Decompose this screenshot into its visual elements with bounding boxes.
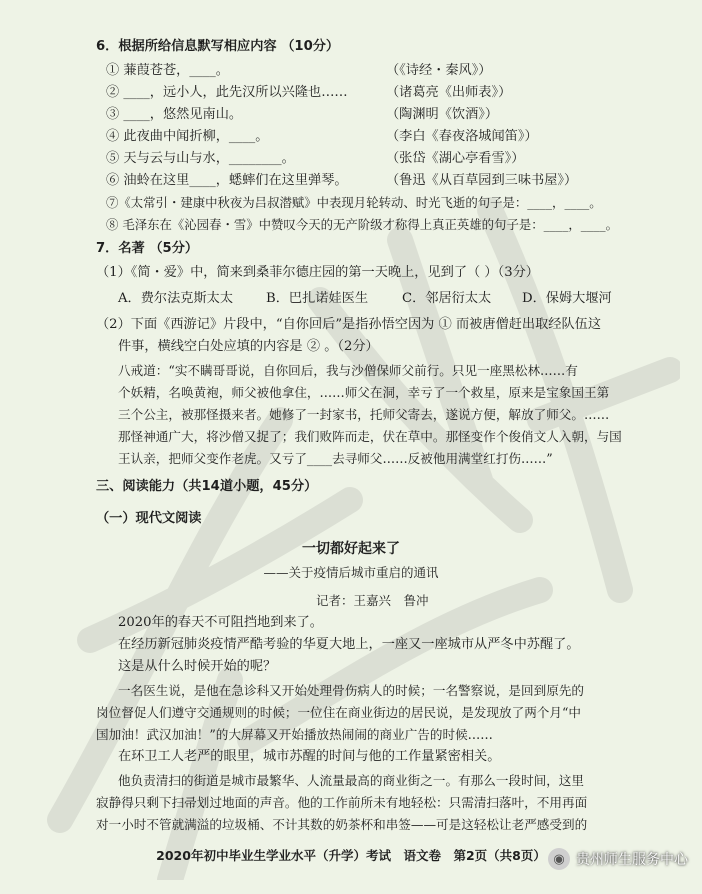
article-paragraph: 这是从什么时候开始的呢？	[118, 659, 277, 674]
section3-subtitle: （一）现代文阅读	[96, 511, 202, 526]
article-paragraph: 2020年的春天不可阻挡地到来了。	[118, 615, 323, 630]
calligraphy-watermark	[20, 120, 680, 880]
passage-line-2: 个妖精，名唤黄袍，师父被他拿住，……师父在洞，幸亏了一个救星，原来是宝象国王第	[118, 385, 610, 400]
article-paragraph: 他负责清扫的街道是城市最繁华、人流量最高的商业街之一。有那么一段时间，这里	[118, 773, 584, 788]
q6-source-6: （鲁迅《从百草园到三味书屋》）	[386, 173, 578, 188]
q6-title: 6．根据所给信息默写相应内容 （10分）	[96, 39, 340, 54]
page-footer: 2020年初中毕业生学业水平（升学）考试 语文卷 第2页（共8页）	[156, 848, 546, 863]
q7-title: 7．名著 （5分）	[96, 241, 199, 256]
q6-item-7: ⑦《太常引・建康中秋夜为吕叔潜赋》中表现月轮转动、时光飞逝的句子是：____，____。	[106, 195, 602, 210]
article-paragraph: 寂静得只剩下扫帚划过地面的声音。他的工作前所未有地轻松：只需清扫落叶，不用再面	[96, 795, 588, 810]
brand-watermark	[548, 848, 688, 870]
wechat-icon: ◉	[548, 848, 570, 870]
q7-sub2-line2: 件事，横线空白处应填的内容是 ② 。（2分）	[118, 339, 379, 354]
article-paragraph: 国加油！武汉加油！”的大屏幕又开始播放热闹闹的商业广告的时候……	[96, 727, 493, 742]
q7-option-a: A．费尔法克斯太太	[118, 291, 234, 306]
q6-source-3: （陶渊明《饮酒》）	[386, 107, 499, 122]
q6-source-4: （李白《春夜洛城闻笛》）	[386, 129, 538, 144]
q6-item-8: ⑧ 毛泽东在《沁园春・雪》中赞叹今天的无产阶级才称得上真正英雄的句子是：____，____。	[106, 217, 618, 232]
q6-item-5: ⑤ 天与云与山与水，________。	[106, 151, 295, 166]
q6-item-1: ① 蒹葭苍苍，____。	[106, 63, 229, 78]
article-paragraph: 岗位督促人们遵守交通规则的时候；一位住在商业街边的居民说，是发现放了两个月“中	[96, 705, 582, 720]
article-paragraph: 在环卫工人老严的眼里，城市苏醒的时间与他的工作量紧密相关。	[118, 749, 501, 764]
q7-sub2-line1: （2）下面《西游记》片段中，“自你回后”是指孙悟空因为 ① 而被唐僧赶出取经队伍这	[96, 317, 602, 332]
q7-option-b: B．巴扎诺娃医生	[266, 291, 369, 306]
article-paragraph: 对一小时不管就满溢的垃圾桶、不计其数的奶茶杯和串签——可是这轻松让老严感受到的	[96, 817, 588, 832]
passage-line-1: 八戒道：“实不瞒哥哥说，自你回后，我与沙僧保师父前行。只见一座黑松林……有	[118, 363, 578, 378]
article-title: 一切都好起来了	[302, 541, 400, 557]
article-paragraph: 一名医生说，是他在急诊科又开始处理骨伤病人的时候；一名警察说，是回到原先的	[118, 683, 584, 698]
q6-item-3: ③ ____，悠然见南山。	[106, 107, 243, 122]
article-byline: 记者：王嘉兴 鲁冲	[316, 593, 429, 608]
q6-source-2: （诸葛亮《出师表》）	[386, 85, 512, 100]
passage-line-3: 三个公主，被那怪摄来者。她修了一封家书，托师父寄去，遂说方便，解放了师父。……	[118, 407, 610, 422]
q6-source-5: （张岱《湖心亭看雪》）	[386, 151, 525, 166]
q6-source-1: （《诗经・秦风》）	[386, 63, 492, 78]
q7-option-c: C．邻居衍太太	[402, 291, 492, 306]
article-paragraph: 在经历新冠肺炎疫情严酷考验的华夏大地上，一座又一座城市从严冬中苏醒了。	[118, 637, 580, 652]
brand-name: 贵州师生服务中心	[576, 852, 688, 868]
passage-line-4: 那怪神通广大，将沙僧又捉了；我们败阵而走，伏在草中。那怪变作个俊俏文人入朝，与国	[118, 429, 622, 444]
q7-sub1: （1）《简・爱》中，简来到桑菲尔德庄园的第一天晚上，见到了（ ）（3分）	[96, 265, 539, 280]
q6-item-4: ④ 此夜曲中闻折柳，____。	[106, 129, 269, 144]
section3-title: 三、阅读能力（共14道小题，45分）	[96, 479, 318, 494]
article-subtitle: ——关于疫情后城市重启的通讯	[263, 565, 439, 580]
passage-line-5: 王认亲，把师父变作老虎。又亏了____去寻师父……反被他用满堂红打伤……”	[118, 451, 553, 466]
q6-item-6: ⑥ 油蛉在这里____，蟋蟀们在这里弹琴。	[106, 173, 348, 188]
q7-option-d: D．保姆大堰河	[522, 291, 612, 306]
q6-item-2: ② ____，远小人，此先汉所以兴隆也……	[106, 85, 348, 100]
